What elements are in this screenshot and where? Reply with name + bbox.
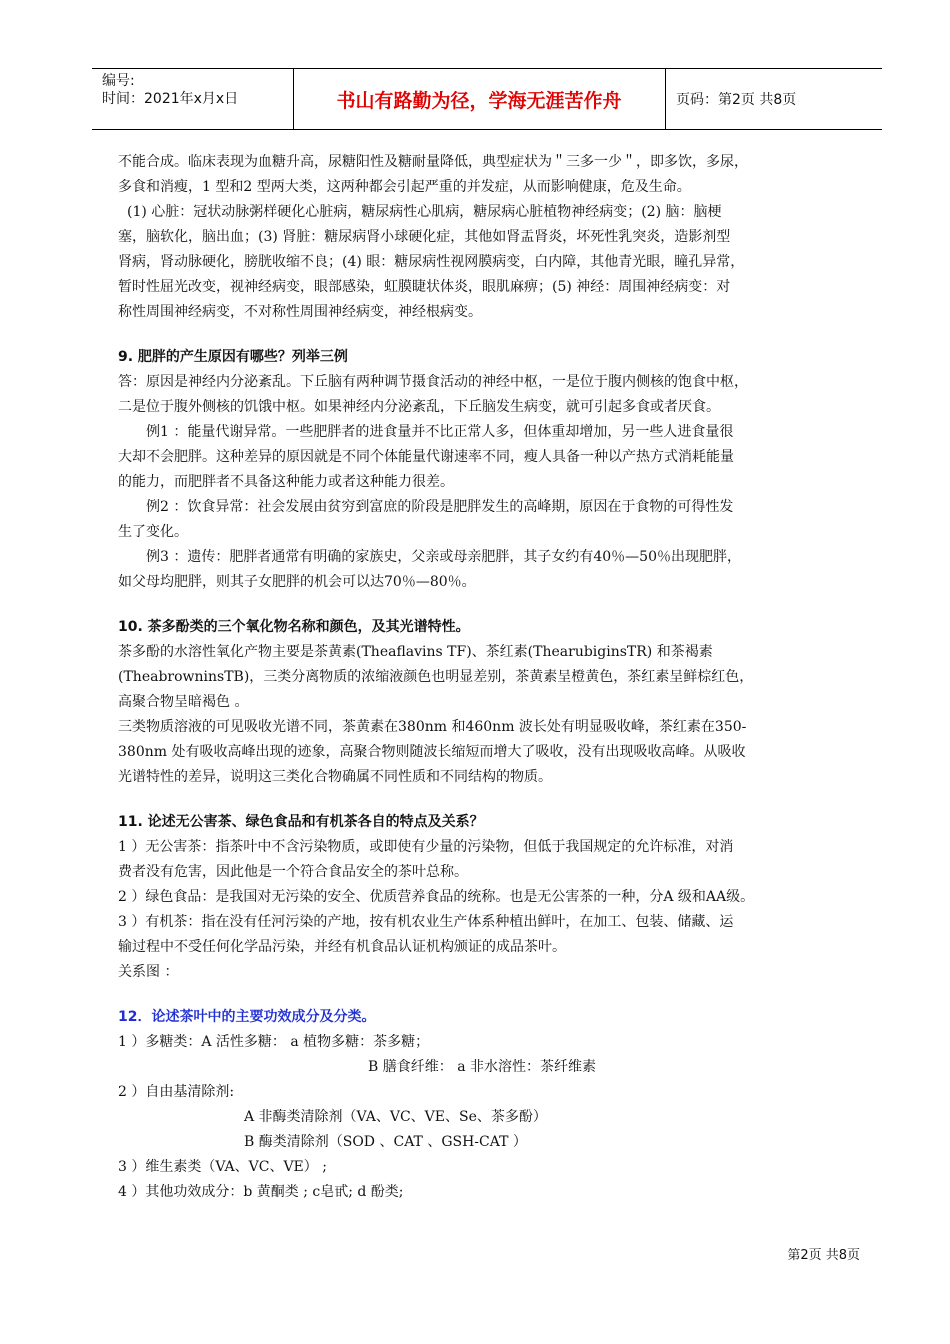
question-11-title: 11. 论述无公害茶、绿色食品和有机茶各自的特点及关系？	[118, 814, 484, 830]
header-meta	[92, 69, 294, 129]
q11-line: 2 ）绿色食品：是我国对无污染的安全、优质营养食品的统称。也是无公害茶的一种，分A 级和AA级。	[118, 889, 755, 905]
q11-line: 输过程中不受任何化学品污染，并经有机食品认证机构颁证的成品茶叶。	[118, 939, 566, 955]
intro-line: 塞，脑软化，脑出血；(3) 肾脏：糖尿病肾小球硬化症，其他如肾盂肾炎，坏死性乳突炎，造影剂型	[118, 229, 731, 245]
q9-line: 二是位于腹外侧核的饥饿中枢。如果神经内分泌紊乱，下丘脑发生病变，就可引起多食或者厌食。	[118, 399, 720, 415]
header-motto: 书山有路勤为径，学海无涯苦作舟	[336, 89, 622, 112]
q9-line: 答：原因是神经内分泌紊乱。下丘脑有两种调节摄食活动的神经中枢，一是位于腹内侧核的饱食中枢，	[118, 374, 748, 390]
page-footer: 第2页 共8页	[787, 1248, 860, 1263]
spacer	[118, 790, 868, 810]
q10-line: 380nm 处有吸收高峰出现的迹象，高聚合物则随波长缩短而增大了吸收，没有出现吸收高峰。从吸收	[118, 744, 746, 760]
intro-line: 多食和消瘦，1 型和2 型两大类，这两种都会引起严重的并发症，从而影响健康，危及生命。	[118, 179, 691, 195]
intro-line: 肾病，肾动脉硬化，膀胱收缩不良；(4) 眼：糖尿病性视网膜病变，白内障，其他青光眼，瞳孔异常，	[118, 254, 745, 270]
doc-id-label: 编号:	[102, 73, 135, 89]
q11-line: 3 ）有机茶：指在没有任河污染的产地，按有机农业生产体系种植出鲜叶，在加工、包装、储藏、运	[118, 914, 734, 930]
q10-line: 三类物质溶液的可见吸收光谱不同，茶黄素在380nm 和460nm 波长处有明显吸收峰，茶红素在350-	[118, 719, 747, 735]
header-motto-cell	[293, 69, 666, 129]
q12-line: B 膳食纤维： a 非水溶性：茶纤维素	[368, 1059, 596, 1075]
question-12-title: 12．论述茶叶中的主要功效成分及分类。	[118, 1009, 376, 1025]
q11-line: 关系图 ：	[118, 964, 179, 980]
q10-line: 茶多酚的水溶性氧化产物主要是茶黄素(Theaflavins TF)、茶红素(ThearubiginsTR) 和茶褐素	[118, 644, 713, 660]
q12-line: A 非酶类清除剂（VA、VC、VE、Se、茶多酚）	[244, 1109, 547, 1125]
spacer	[118, 325, 868, 345]
document-body	[118, 150, 868, 1205]
q12-line: 3 ）维生素类（VA、VC、VE） ;	[118, 1159, 327, 1175]
q11-line: 1 ）无公害茶：指茶叶中不含污染物质，或即使有少量的污染物，但低于我国规定的允许标准，对消	[118, 839, 734, 855]
question-9-title: 9. 肥胖的产生原因有哪些？列举三例	[118, 349, 348, 365]
intro-line: 暂时性屈光改变，视神经病变，眼部感染，虹膜睫状体炎，眼肌麻痹；(5) 神经：周围神经病变：对	[118, 279, 731, 295]
q12-line: 2 ）自由基清除剂:	[118, 1084, 235, 1100]
q9-line: 例2 ：饮食异常：社会发展由贫穷到富庶的阶段是肥胖发生的高峰期，原因在于食物的可得性发	[146, 499, 734, 515]
q9-line: 如父母均肥胖，则其子女肥胖的机会可以达70％—80％。	[118, 574, 476, 590]
question-10-title: 10. 茶多酚类的三个氧化物名称和颜色，及其光谱特性。	[118, 619, 470, 635]
intro-line: 不能合成。临床表现为血糖升高，尿糖阳性及糖耐量降低，典型症状为＂三多一少＂，即多饮，多尿，	[118, 154, 748, 170]
doc-time-label: 时间：2021年x月x日	[102, 91, 239, 107]
q9-line: 例3 ：遗传：肥胖者通常有明确的家族史，父亲或母亲肥胖，其子女约有40％—50％出现肥胖，	[146, 549, 741, 565]
intro-line: (1) 心脏：冠状动脉粥样硬化心脏病，糖尿病性心肌病，糖尿病心脏植物神经病变；(2) 脑：脑梗	[127, 204, 722, 220]
q11-line: 费者没有危害，因此他是一个符合食品安全的茶叶总称。	[118, 864, 468, 880]
header-page-info: 页码：第2页 共8页	[676, 92, 797, 108]
q9-line: 生了变化。	[118, 524, 188, 540]
q12-line: 4 ）其他功效成分：b 黄酮类 ; c皂甙; d 酚类;	[118, 1184, 404, 1200]
q12-line: 1 ）多糖类：A 活性多糖： a 植物多糖：茶多糖；	[118, 1034, 430, 1050]
q12-line: B 酶类清除剂（SOD 、CAT 、GSH-CAT ）	[244, 1134, 527, 1150]
q9-line: 的能力，而肥胖者不具备这种能力或者这种能力很差。	[118, 474, 454, 490]
q10-line: (TheabrowninsTB)，三类分离物质的浓缩液颜色也明显差别，茶黄素呈橙黄色，茶红素呈鲜棕红色，	[118, 669, 754, 685]
q10-line: 高聚合物呈暗褐色 。	[118, 694, 249, 710]
q9-line: 例1 ：能量代谢异常。一些肥胖者的进食量并不比正常人多，但体重却增加，另一些人进食量很	[146, 424, 734, 440]
intro-line: 称性周围神经病变，不对称性周围神经病变，神经根病变。	[118, 304, 482, 320]
header-table	[92, 68, 882, 130]
spacer	[118, 985, 868, 1005]
q10-line: 光谱特性的差异，说明这三类化合物确属不同性质和不同结构的物质。	[118, 769, 552, 785]
spacer	[118, 595, 868, 615]
q9-line: 大却不会肥胖。这种差异的原因就是不同个体能量代谢速率不同，瘦人具备一种以产热方式消耗能量	[118, 449, 734, 465]
